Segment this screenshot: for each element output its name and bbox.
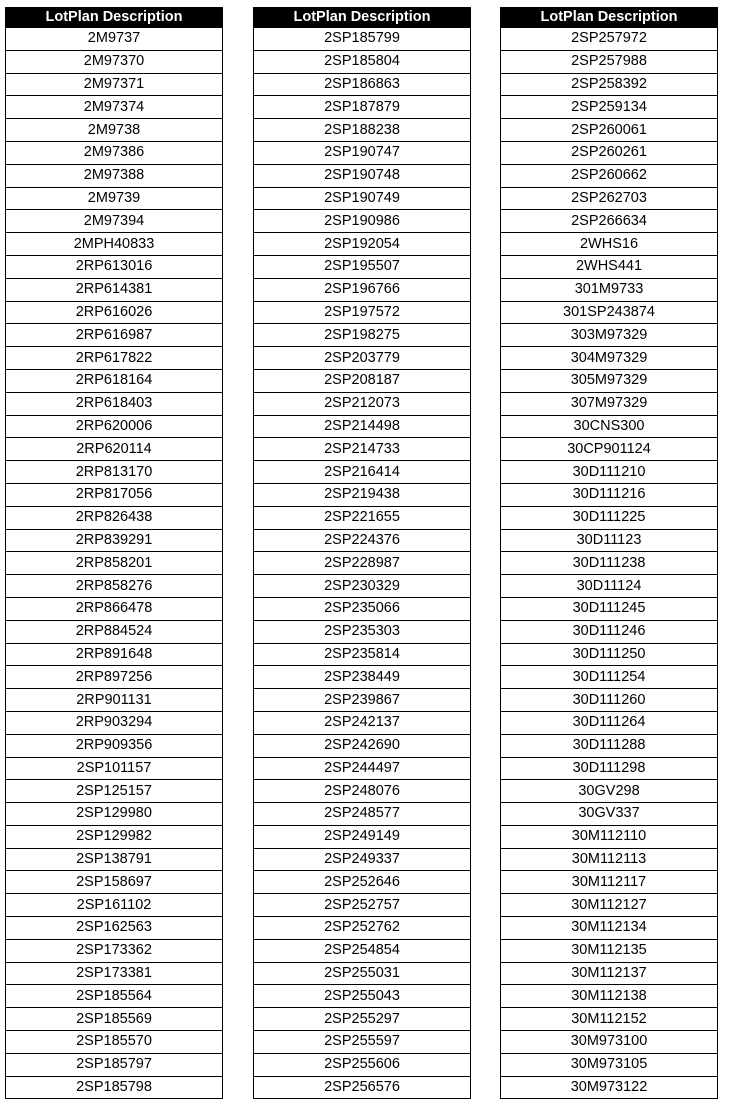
lotplan-cell: 30GV337 [501,803,718,826]
lotplan-table-3 [500,7,718,1099]
table-row [6,415,223,438]
lotplan-cell: 2SP260662 [501,164,718,187]
lotplan-cell: 2WHS16 [501,233,718,256]
lotplan-cell: 2SP252757 [254,894,471,917]
table-row [6,757,223,780]
table-row [6,711,223,734]
table-row [6,620,223,643]
lotplan-cell: 2SP266634 [501,210,718,233]
lotplan-cell: 2SP187879 [254,96,471,119]
table-row [6,666,223,689]
table-row [254,50,471,73]
lotplan-cell: 2SP173362 [6,939,223,962]
table-row [254,347,471,370]
table-row [501,187,718,210]
lotplan-cell: 30D111254 [501,666,718,689]
table-row [6,324,223,347]
lotplan-cell: 30D111246 [501,620,718,643]
lotplan-cell: 2RP891648 [6,643,223,666]
table-row [254,848,471,871]
table-row [6,734,223,757]
table-row [501,825,718,848]
lotplan-cell: 2SP235066 [254,597,471,620]
column-header: LotPlan Description [501,8,718,28]
lotplan-cell: 2RP618164 [6,369,223,392]
lotplan-cell: 30M973122 [501,1076,718,1099]
table-row [254,1031,471,1054]
table-row [6,780,223,803]
table-row [254,483,471,506]
lotplan-cell: 2RP613016 [6,255,223,278]
table-row [6,848,223,871]
lotplan-cell: 2SP208187 [254,369,471,392]
table-row [254,1053,471,1076]
table-row [6,119,223,142]
table-row [6,1008,223,1031]
lotplan-cell: 2SP185804 [254,50,471,73]
lotplan-cell: 2SP260061 [501,119,718,142]
table-row [6,255,223,278]
lotplan-cell: 30D111260 [501,689,718,712]
table-row [501,119,718,142]
table-row [254,689,471,712]
lotplan-cell: 30M112138 [501,985,718,1008]
table-row [6,210,223,233]
lotplan-cell: 2SP235303 [254,620,471,643]
table-row [254,871,471,894]
lotplan-cell: 2SP190747 [254,141,471,164]
table-row [6,369,223,392]
lotplan-cell: 2SP101157 [6,757,223,780]
table-row [254,369,471,392]
lotplan-table-2 [253,7,471,1099]
table-row [254,985,471,1008]
lotplan-cell: 2M97370 [6,50,223,73]
lotplan-cell: 2RP617822 [6,347,223,370]
lotplan-cell: 30M973105 [501,1053,718,1076]
lotplan-cell: 2SP262703 [501,187,718,210]
table-row [254,438,471,461]
table-row [6,164,223,187]
lotplan-cell: 2RP614381 [6,278,223,301]
lotplan-cell: 30M112135 [501,939,718,962]
table-row [501,939,718,962]
column-header: LotPlan Description [254,8,471,28]
table-row [501,141,718,164]
table-row [254,1076,471,1099]
table-row [6,73,223,96]
table-row [6,278,223,301]
table-row [6,825,223,848]
lotplan-cell: 2SP224376 [254,529,471,552]
lotplan-cell: 2SP185564 [6,985,223,1008]
lotplan-cell: 2RP839291 [6,529,223,552]
lotplan-cell: 301M9733 [501,278,718,301]
table-row [501,734,718,757]
lotplan-cell: 2RP616987 [6,324,223,347]
lotplan-cell: 2SP162563 [6,917,223,940]
table-row [254,894,471,917]
table-row [6,871,223,894]
table-row [254,96,471,119]
table-row [254,415,471,438]
table-row [254,28,471,51]
lotplan-cell: 30D111245 [501,597,718,620]
table-row [501,278,718,301]
lotplan-cell: 2RP897256 [6,666,223,689]
table-row [501,1008,718,1031]
lotplan-cell: 2SP255031 [254,962,471,985]
lotplan-cell: 2SP186863 [254,73,471,96]
lotplan-cell: 30CNS300 [501,415,718,438]
lotplan-cell: 2M97394 [6,210,223,233]
table-row [254,278,471,301]
lotplan-cell: 2RP620006 [6,415,223,438]
lotplan-cell: 2SP257988 [501,50,718,73]
table-row [254,164,471,187]
lotplan-cell: 30D111216 [501,483,718,506]
table-row [501,711,718,734]
header-row [501,8,718,28]
lotplan-cell: 2SP230329 [254,575,471,598]
lotplan-cell: 305M97329 [501,369,718,392]
table-row [501,552,718,575]
lotplan-cell: 2M97374 [6,96,223,119]
table-row [501,620,718,643]
lotplan-cell: 2SP252762 [254,917,471,940]
lotplan-cell: 2WHS441 [501,255,718,278]
lotplan-cell: 30D111264 [501,711,718,734]
table-row [6,506,223,529]
lotplan-cell: 2SP161102 [6,894,223,917]
lotplan-cell: 30D11123 [501,529,718,552]
table-row [501,96,718,119]
lotplan-cell: 2SP259134 [501,96,718,119]
table-row [6,461,223,484]
table-row [501,1053,718,1076]
lotplan-cell: 30D111225 [501,506,718,529]
table-row [254,962,471,985]
table-row [254,917,471,940]
lotplan-cell: 30D11124 [501,575,718,598]
lotplan-cell: 2RP858201 [6,552,223,575]
lotplan-cell: 2SP214733 [254,438,471,461]
table-row [501,210,718,233]
table-row [254,255,471,278]
table-row [6,962,223,985]
lotplan-cell: 2SP197572 [254,301,471,324]
lotplan-cell: 2SP255606 [254,1053,471,1076]
lotplan-cell: 30M973100 [501,1031,718,1054]
lotplan-cell: 2RP901131 [6,689,223,712]
lotplan-cell: 2SP242690 [254,734,471,757]
table-row [501,347,718,370]
lotplan-cell: 304M97329 [501,347,718,370]
table-row [6,392,223,415]
lotplan-cell: 2SP256576 [254,1076,471,1099]
table-row [501,461,718,484]
lotplan-cell: 2SP257972 [501,28,718,51]
header-row [6,8,223,28]
table-row [6,529,223,552]
table-row [254,939,471,962]
lotplan-cell: 2RP866478 [6,597,223,620]
lotplan-cell: 2RP813170 [6,461,223,484]
table-row [6,187,223,210]
table-row [254,803,471,826]
lotplan-cell: 2SP248577 [254,803,471,826]
table-row [501,803,718,826]
table-row [6,689,223,712]
table-row [501,164,718,187]
lotplan-cell: 2RP909356 [6,734,223,757]
table-row [501,597,718,620]
lotplan-cell: 2SP221655 [254,506,471,529]
lotplan-cell: 30M112110 [501,825,718,848]
table-row [501,255,718,278]
lotplan-cell: 2M97386 [6,141,223,164]
lotplan-cell: 2SP138791 [6,848,223,871]
table-row [254,643,471,666]
table-row [501,757,718,780]
lotplan-cell: 30D111238 [501,552,718,575]
table-row [254,529,471,552]
lotplan-cell: 2SP242137 [254,711,471,734]
table-row [6,552,223,575]
lotplan-cell: 2SP203779 [254,347,471,370]
table-row [501,689,718,712]
table-row [501,483,718,506]
table-row [254,392,471,415]
lotplan-cell: 2SP228987 [254,552,471,575]
table-row [254,301,471,324]
lotplan-cell: 30D111288 [501,734,718,757]
table-row [6,643,223,666]
lotplan-cell: 2SP238449 [254,666,471,689]
table-row [6,301,223,324]
lotplan-cell: 2MPH40833 [6,233,223,256]
lotplan-cell: 30M112137 [501,962,718,985]
lotplan-cell: 2SP248076 [254,780,471,803]
table-row [6,985,223,1008]
table-row [501,369,718,392]
table-row [501,917,718,940]
lotplan-cell: 2RP826438 [6,506,223,529]
table-row [6,894,223,917]
table-row [501,28,718,51]
lotplan-table-1 [5,7,223,1099]
table-row [6,803,223,826]
table-row [501,1031,718,1054]
lotplan-cell: 2SP258392 [501,73,718,96]
lotplan-cell: 2SP190749 [254,187,471,210]
table-row [6,483,223,506]
table-row [501,666,718,689]
lotplan-cell: 30GV298 [501,780,718,803]
lotplan-cell: 30CP901124 [501,438,718,461]
lotplan-cell: 2SP185798 [6,1076,223,1099]
table-row [254,711,471,734]
lotplan-cell: 2RP884524 [6,620,223,643]
table-row [254,597,471,620]
lotplan-cell: 2SP214498 [254,415,471,438]
table-row [254,506,471,529]
table-row [254,734,471,757]
table-row [254,825,471,848]
table-row [501,73,718,96]
lotplan-cell: 30D111250 [501,643,718,666]
table-row [254,210,471,233]
lotplan-cell: 2SP125157 [6,780,223,803]
table-row [6,50,223,73]
table-row [501,848,718,871]
lotplan-cell: 2SP244497 [254,757,471,780]
lotplan-cell: 2SP212073 [254,392,471,415]
lotplan-cell: 2M97388 [6,164,223,187]
lotplan-cell: 2SP260261 [501,141,718,164]
table-row [501,894,718,917]
lotplan-cell: 2SP185570 [6,1031,223,1054]
table-row [501,962,718,985]
lotplan-cell: 2RP903294 [6,711,223,734]
table-row [501,50,718,73]
table-row [254,141,471,164]
table-row [254,575,471,598]
header-row [254,8,471,28]
table-row [501,301,718,324]
table-row [254,324,471,347]
lotplan-cell: 2RP618403 [6,392,223,415]
lotplan-cell: 2SP219438 [254,483,471,506]
lotplan-cell: 2SP190986 [254,210,471,233]
lotplan-cell: 2M9737 [6,28,223,51]
lotplan-cell: 30M112113 [501,848,718,871]
table-row [6,347,223,370]
table-row [501,575,718,598]
lotplan-cell: 2SP129980 [6,803,223,826]
lotplan-cell: 2SP129982 [6,825,223,848]
lotplan-cell: 2SP235814 [254,643,471,666]
table-row [501,1076,718,1099]
lotplan-cell: 2SP255597 [254,1031,471,1054]
lotplan-cell: 2SP192054 [254,233,471,256]
lotplan-cell: 2SP239867 [254,689,471,712]
table-row [6,96,223,119]
lotplan-cell: 2M9739 [6,187,223,210]
lotplan-cell: 303M97329 [501,324,718,347]
table-row [501,506,718,529]
table-row [6,141,223,164]
lotplan-cell: 30D111210 [501,461,718,484]
table-row [501,780,718,803]
table-row [254,780,471,803]
lotplan-cell: 30M112127 [501,894,718,917]
table-row [501,529,718,552]
table-row [254,461,471,484]
table-row [254,187,471,210]
lotplan-cell: 2SP195507 [254,255,471,278]
lotplan-cell: 2RP620114 [6,438,223,461]
table-row [254,552,471,575]
lotplan-cell: 30M112117 [501,871,718,894]
lotplan-cell: 2SP185797 [6,1053,223,1076]
table-row [254,666,471,689]
lotplan-cell: 2SP254854 [254,939,471,962]
table-row [6,939,223,962]
lotplan-cell: 2SP196766 [254,278,471,301]
column-header: LotPlan Description [6,8,223,28]
table-row [254,1008,471,1031]
table-row [6,28,223,51]
table-row [501,438,718,461]
table-row [501,985,718,1008]
lotplan-cell: 2SP216414 [254,461,471,484]
lotplan-cell: 2SP249149 [254,825,471,848]
table-row [254,757,471,780]
table-row [6,438,223,461]
table-row [6,917,223,940]
table-row [501,324,718,347]
lotplan-cell: 2SP185569 [6,1008,223,1031]
lotplan-cell: 2M97371 [6,73,223,96]
lotplan-cell: 2SP255043 [254,985,471,1008]
table-row [6,1053,223,1076]
lotplan-cell: 30M112134 [501,917,718,940]
lotplan-cell: 2M9738 [6,119,223,142]
lotplan-cell: 2SP158697 [6,871,223,894]
table-row [254,620,471,643]
lotplan-cell: 30M112152 [501,1008,718,1031]
lotplan-cell: 2SP188238 [254,119,471,142]
table-row [254,119,471,142]
table-row [6,1076,223,1099]
lotplan-cell: 2RP817056 [6,483,223,506]
table-row [501,415,718,438]
lotplan-cell: 2SP185799 [254,28,471,51]
table-row [6,575,223,598]
lotplan-cell: 2RP858276 [6,575,223,598]
lotplan-cell: 2RP616026 [6,301,223,324]
table-row [6,1031,223,1054]
table-row [501,643,718,666]
table-row [6,597,223,620]
table-row [6,233,223,256]
lotplan-cell: 30D111298 [501,757,718,780]
lotplan-cell: 2SP249337 [254,848,471,871]
lotplan-cell: 2SP190748 [254,164,471,187]
lotplan-cell: 2SP198275 [254,324,471,347]
table-row [254,233,471,256]
lotplan-cell: 2SP255297 [254,1008,471,1031]
table-row [501,871,718,894]
lotplan-cell: 2SP173381 [6,962,223,985]
table-row [501,392,718,415]
lotplan-cell: 2SP252646 [254,871,471,894]
lotplan-cell: 307M97329 [501,392,718,415]
table-row [254,73,471,96]
lotplan-cell: 301SP243874 [501,301,718,324]
table-row [501,233,718,256]
